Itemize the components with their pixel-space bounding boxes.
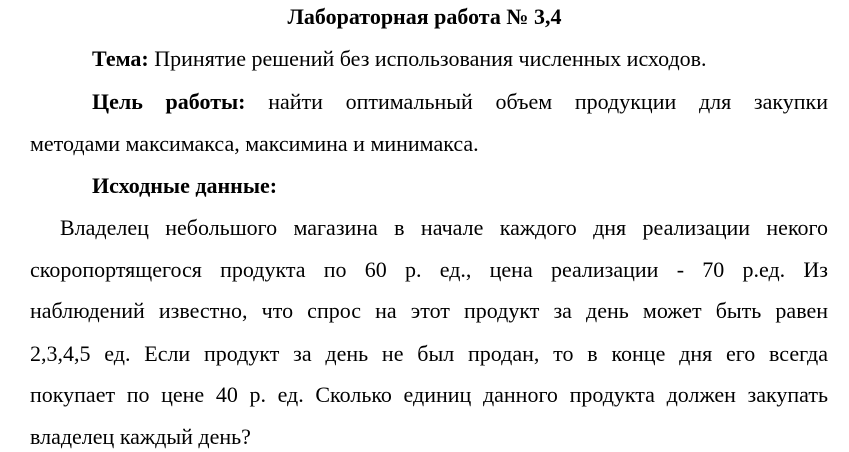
topic-line	[92, 46, 707, 72]
goal-line-2: методами максимакса, максимина и минимакса.	[30, 131, 479, 156]
paragraph-line-5: покупает по цене 40 р. ед. Сколько единиц данного продукта должен закупать	[30, 382, 828, 407]
paragraph-line-1: Владелец небольшого магазина в начале каждого дня реализации некого	[60, 215, 828, 240]
paragraph-line-6: владелец каждый день?	[30, 424, 251, 449]
document-title: Лабораторная работа № 3,4	[287, 4, 562, 29]
goal-line-1	[92, 89, 828, 115]
goal-text-1: найти оптимальный объем продукции для закупки	[245, 89, 828, 114]
topic-label: Тема:	[92, 46, 149, 71]
paragraph-line-4: 2,3,4,5 ед. Если продукт за день не был продан, то в конце дня его всегда	[30, 341, 828, 366]
goal-label: Цель работы:	[92, 89, 246, 114]
paragraph-line-3: наблюдений известно, что спрос на этот продукт за день может быть равен	[30, 298, 828, 323]
initial-data-heading: Исходные данные:	[92, 173, 278, 198]
topic-text: Принятие решений без использования численных исходов.	[148, 46, 707, 71]
paragraph-line-2: скоропортящегося продукта по 60 р. ед., цена реализации - 70 р.ед. Из	[30, 257, 828, 282]
